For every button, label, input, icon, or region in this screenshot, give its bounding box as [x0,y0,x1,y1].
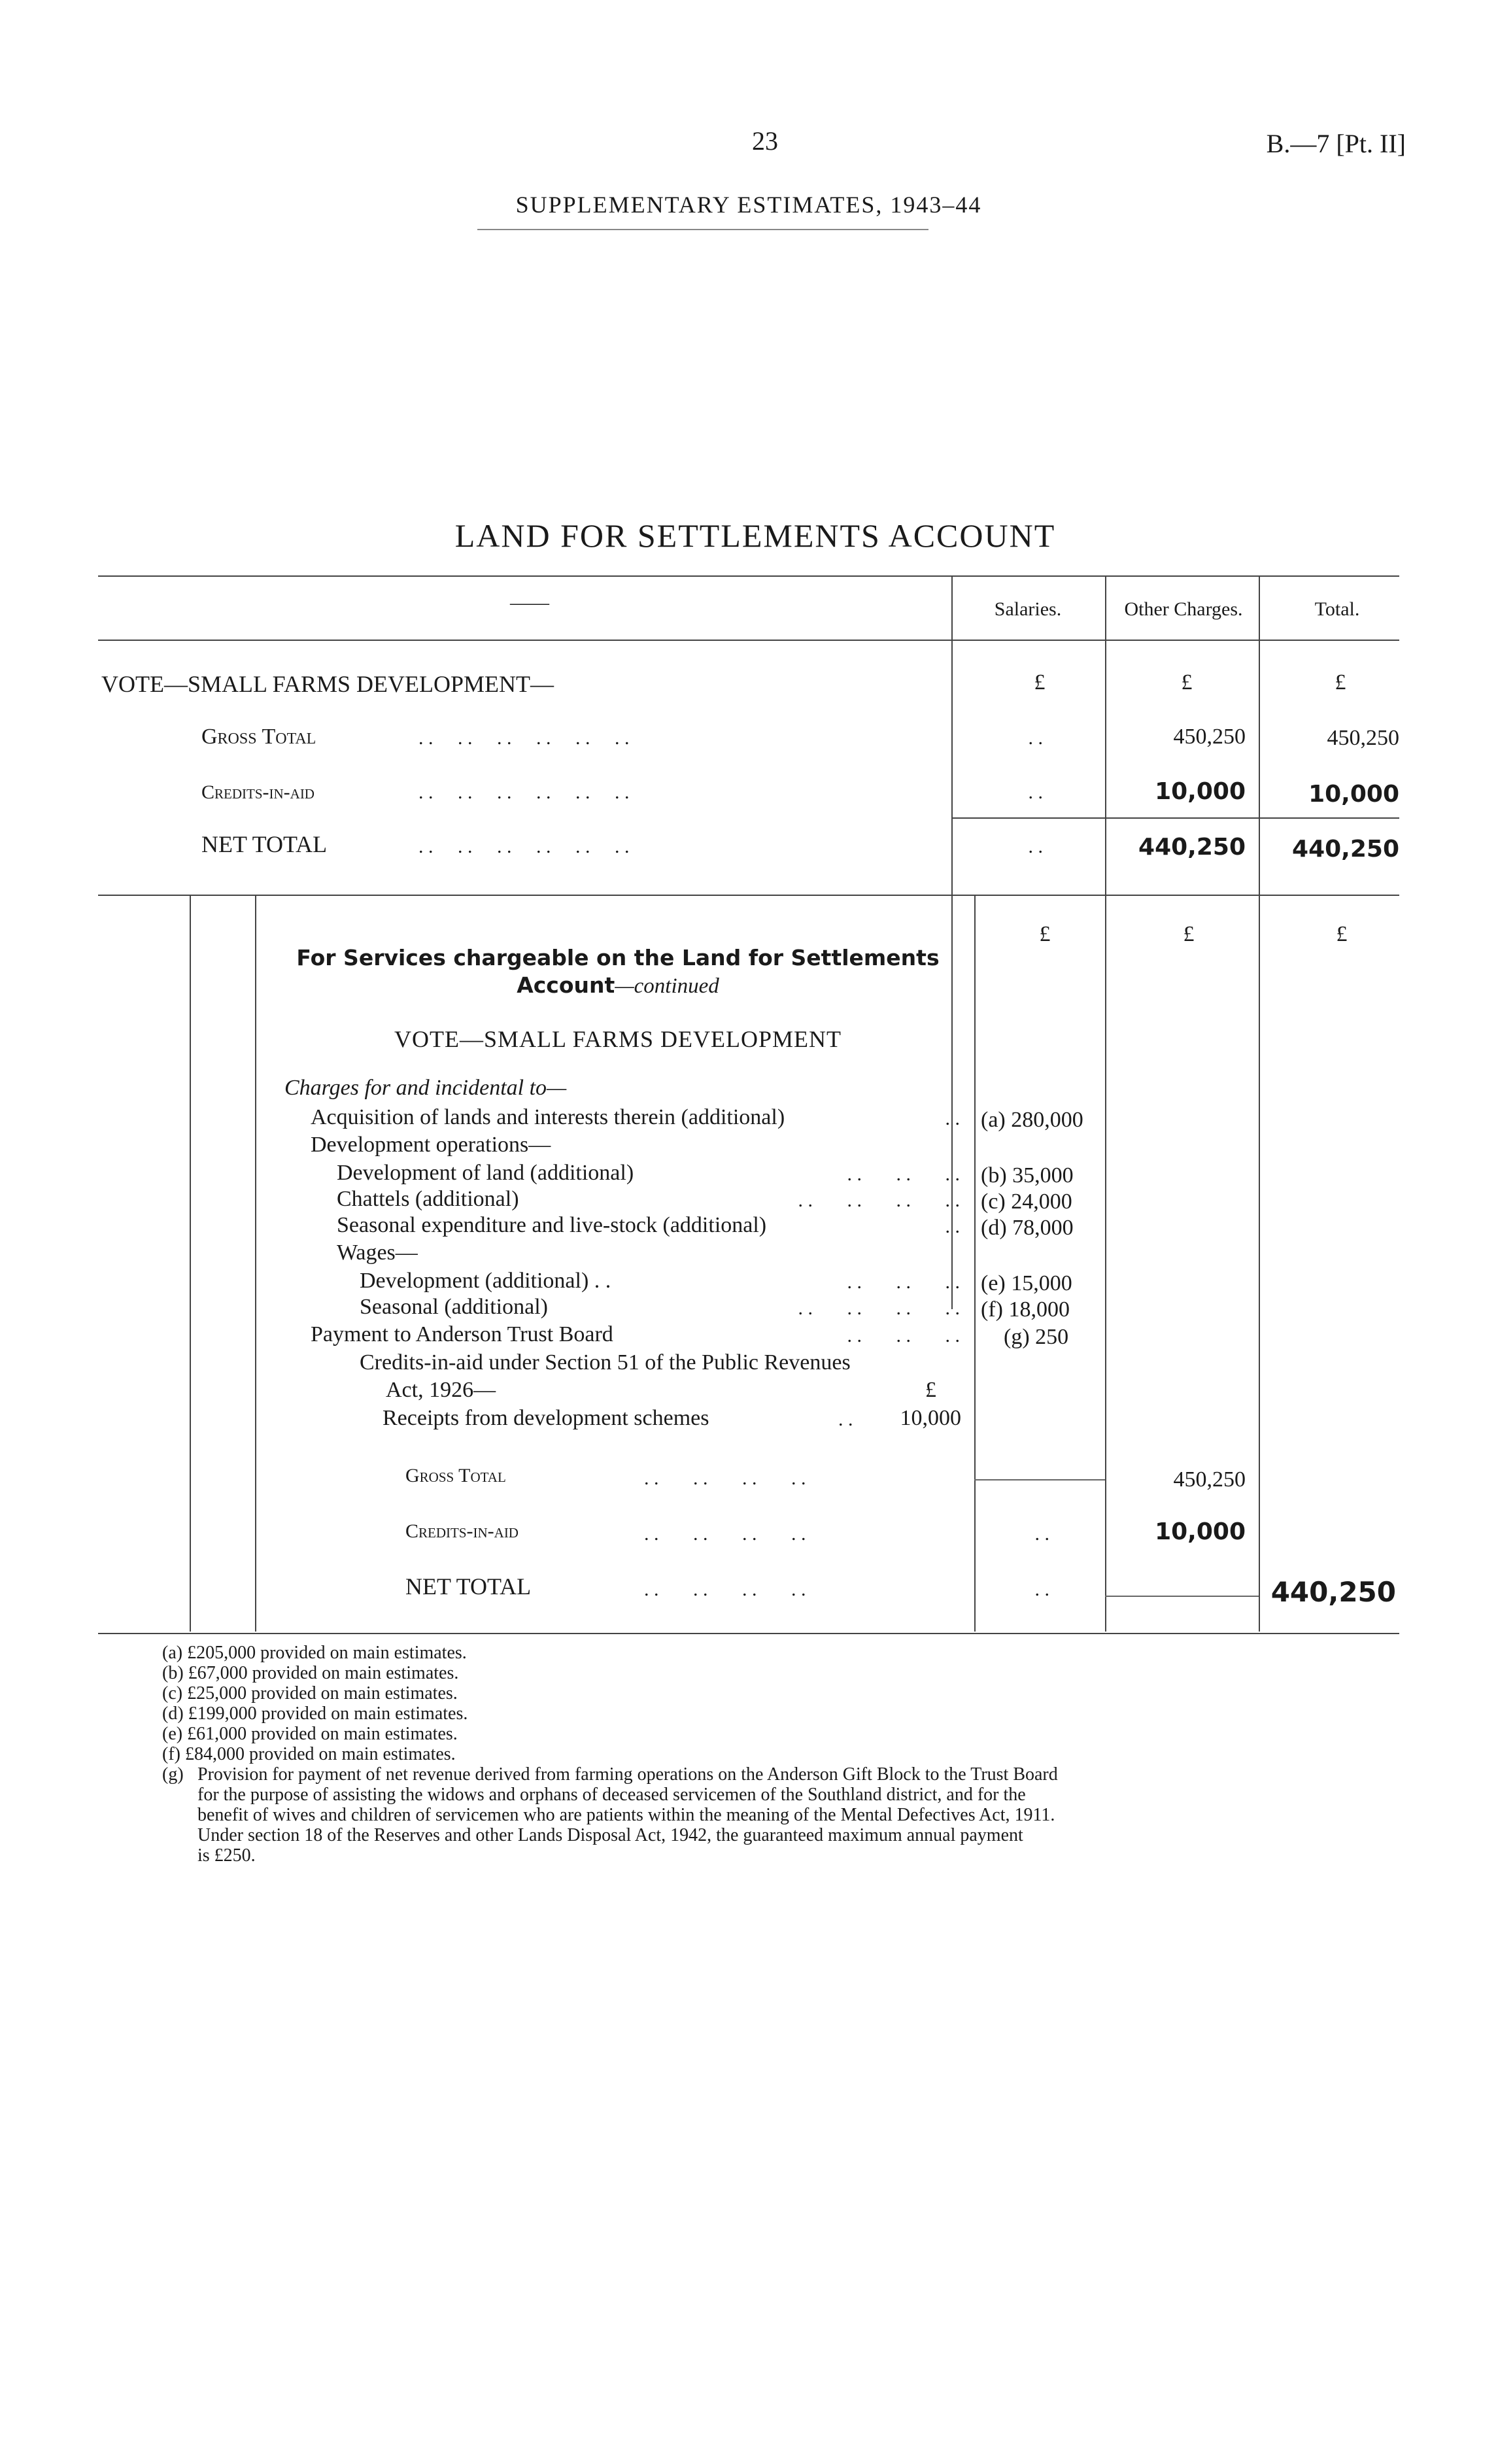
item-anderson-trust-amount: (g) 250 [1004,1325,1069,1349]
summary-gross-total-label: Gross Total [201,725,316,749]
footnote-g-line3: benefit of wives and children of servicemen who are patients within the meaning of the Mental Defectives Act, 1911. [197,1805,1055,1825]
footnote-g-line5: is £250. [197,1845,256,1866]
credits-in-aid-currency: £ [925,1378,936,1402]
detail-gross-total-value: 450,250 [1173,1467,1246,1492]
header-other-charges: Other Charges. [1124,598,1243,620]
item-chattels: Chattels (additional) [337,1187,519,1211]
services-heading-line1: For Services chargeable on the Land for Settlements [296,945,940,970]
detail-currency-salaries: £ [1039,922,1051,946]
detail-left-rule-inner [255,896,256,1632]
summary-net-total: 440,250 [1292,836,1399,863]
item-anderson-trust-dots: . . . . . . [847,1325,960,1346]
header-blank-dash: —— [510,592,549,613]
services-heading-line2 [517,972,719,999]
detail-gross-dots: . . . . . . . . [644,1467,806,1489]
document-title: SUPPLEMENTARY ESTIMATES, 1943–44 [515,192,982,218]
summary-gross-total: 450,250 [1327,726,1399,750]
credits-in-aid-line2: Act, 1926— [386,1378,496,1402]
item-development-land-dots: . . . . . . [847,1163,960,1185]
item-wages-seasonal-dots: . . . . . . . . [798,1297,960,1319]
item-anderson-trust: Payment to Anderson Trust Board [311,1322,613,1346]
footnote-g-line4: Under section 18 of the Reserves and other Lands Disposal Act, 1942, the guaranteed maximum annual payment [197,1825,1023,1845]
currency-salaries: £ [1034,670,1046,694]
footnote-d: (d) £199,000 provided on main estimates. [162,1703,468,1724]
footnote-c: (c) £25,000 provided on main estimates. [162,1683,458,1703]
item-wages-seasonal: Seasonal (additional) [360,1295,548,1319]
detail-col-divider-3 [1259,1308,1260,1632]
detail-net-dots: . . . . . . . . [644,1579,806,1600]
summary-gross-dots: . . . . . . . . . . . . [418,727,630,749]
item-development-operations: Development operations— [311,1133,551,1157]
footnote-g-label: (g) [162,1764,184,1785]
detail-gross-total-label: Gross Total [405,1465,506,1486]
header-salaries: Salaries. [994,598,1062,620]
receipts-label: Receipts from development schemes [383,1406,709,1430]
col-divider-3 [1259,577,1260,1309]
header-total: Total. [1314,598,1360,620]
summary-net-dots: . . . . . . . . . . . . [418,836,630,857]
item-wages-development-amount: (e) 15,000 [981,1271,1072,1295]
summary-net-rule [951,817,1399,819]
detail-credits-salaries: . . [1034,1523,1049,1545]
item-seasonal-expenditure-amount: (d) 78,000 [981,1216,1074,1240]
summary-gross-salaries: . . [1028,727,1043,749]
summary-gross-other: 450,250 [1173,725,1246,749]
summary-credits-dots: . . . . . . . . . . . . [418,781,630,803]
detail-left-rule-outer [190,896,191,1632]
item-acquisition-amount: (a) 280,000 [981,1108,1083,1132]
services-continued: —continued [615,974,719,998]
summary-net-other: 440,250 [1138,834,1246,861]
summary-credits-label: Credits-in-aid [201,781,315,803]
summary-vote-heading: VOTE—SMALL FARMS DEVELOPMENT— [101,671,554,697]
table-top-rule [98,575,1399,577]
summary-net-salaries: . . [1028,836,1043,857]
detail-col-divider-1 [974,896,976,1632]
title-rule [477,229,928,230]
footnote-b: (b) £67,000 provided on main estimates. [162,1663,459,1683]
currency-total: £ [1335,670,1346,694]
item-seasonal-expenditure: Seasonal expenditure and live-stock (additional) [337,1213,767,1237]
detail-credits-value: 10,000 [1155,1518,1246,1545]
item-wages-seasonal-amount: (f) 18,000 [981,1297,1070,1322]
document-reference: B.—7 [Pt. II] [1266,129,1406,158]
summary-bottom-rule [98,895,1399,896]
footnote-a: (a) £205,000 provided on main estimates. [162,1643,467,1663]
item-development-land-amount: (b) 35,000 [981,1163,1074,1188]
item-chattels-amount: (c) 24,000 [981,1189,1072,1214]
summary-net-label: NET TOTAL [201,831,328,857]
summary-credits-total: 10,000 [1308,781,1399,808]
item-acquisition: Acquisition of lands and interests therein (additional) [311,1105,785,1129]
receipts-amount: 10,000 [900,1406,961,1430]
detail-bottom-rule [98,1633,1399,1634]
footnote-f: (f) £84,000 provided on main estimates. [162,1744,456,1764]
detail-gross-rule [974,1479,1105,1480]
detail-net-label: NET TOTAL [405,1573,532,1600]
footnote-e: (e) £61,000 provided on main estimates. [162,1724,458,1744]
receipts-dots: . . [838,1409,853,1430]
account-title: LAND FOR SETTLEMENTS ACCOUNT [454,517,1056,554]
detail-net-salaries: . . [1034,1579,1049,1600]
summary-credits-other: 10,000 [1155,778,1246,805]
detail-credits-dots: . . . . . . . . [644,1523,806,1545]
detail-col-divider-2 [1105,1308,1106,1632]
detail-credits-label: Credits-in-aid [405,1520,519,1542]
item-development-land: Development of land (additional) [337,1161,634,1185]
footnote-g-line1: Provision for payment of net revenue derived from farming operations on the Anderson Gift Block to the Trust Board [197,1764,1058,1785]
col-divider-2 [1105,577,1106,1309]
detail-vote-title: VOTE—SMALL FARMS DEVELOPMENT [394,1026,842,1052]
header-bottom-rule [98,640,1399,641]
item-wages-development-dots: . . . . . . [847,1271,960,1293]
item-acquisition-dots: . . [945,1108,960,1129]
page-number: 23 [752,126,778,156]
detail-currency-total: £ [1336,922,1348,946]
services-account-word: Account [517,972,615,998]
summary-credits-salaries: . . [1028,781,1043,803]
charges-heading: Charges for and incidental to— [284,1076,567,1100]
footnote-g-line2: for the purpose of assisting the widows and orphans of deceased servicemen of the Southland district, and for the [197,1785,1026,1805]
detail-net-value: 440,250 [1270,1576,1396,1608]
item-wages: Wages— [337,1241,418,1265]
item-seasonal-expenditure-dots: . . [945,1216,960,1237]
currency-other: £ [1181,670,1193,694]
item-wages-development: Development (additional) . . [360,1269,611,1293]
detail-currency-other: £ [1183,922,1195,946]
detail-net-rule [1105,1596,1259,1597]
credits-in-aid-line1: Credits-in-aid under Section 51 of the Public Revenues [360,1350,851,1375]
item-chattels-dots: . . . . . . . . [798,1189,960,1211]
